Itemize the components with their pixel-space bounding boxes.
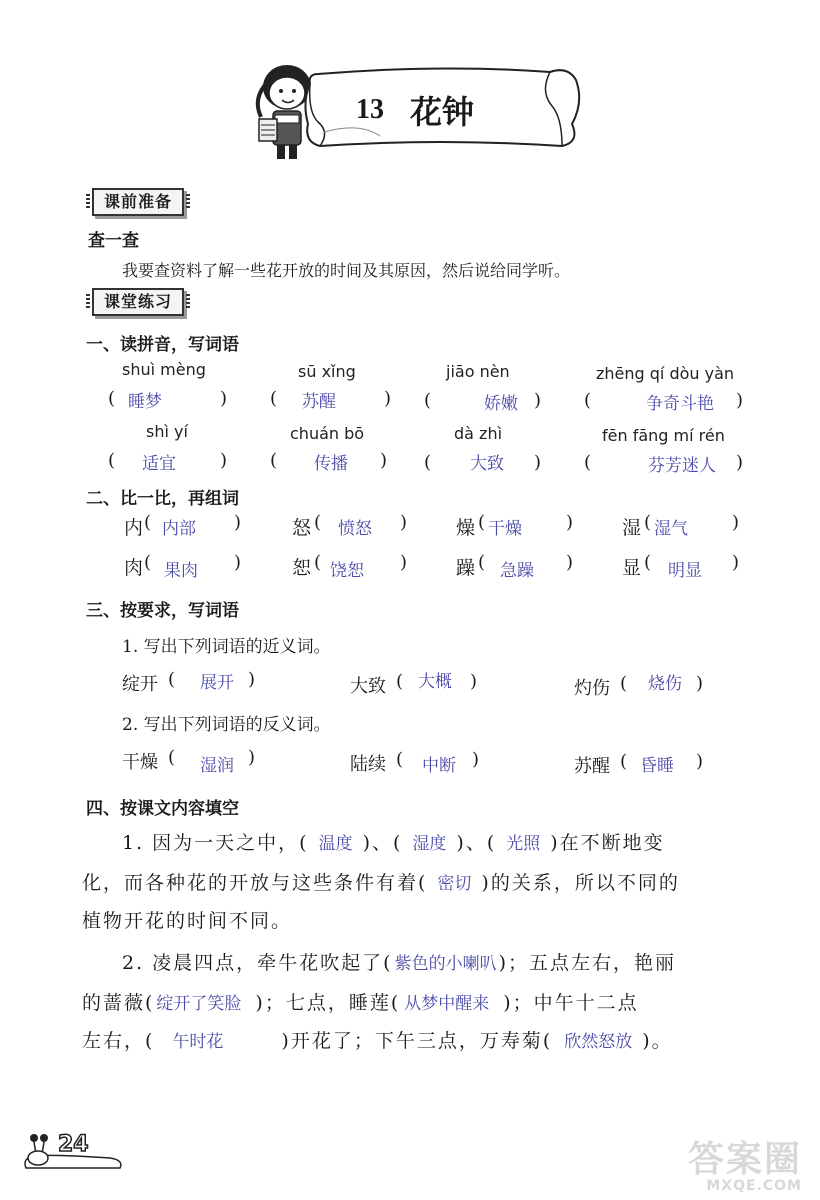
- lesson-title: [356, 86, 556, 134]
- q4-text: 的蔷薇(: [82, 992, 155, 1014]
- q4-text: )的关系，所以不同的: [481, 872, 680, 894]
- q4-text: 1. 因为一天之中，(: [122, 832, 309, 854]
- answer-bracket-open: (: [396, 749, 404, 770]
- q4-text: )。: [642, 1030, 673, 1052]
- answer-bracket-open: (: [644, 552, 652, 573]
- q1-answer: 苏醒: [302, 392, 336, 412]
- q4-answer: 湿度: [412, 834, 447, 854]
- q2-answer: 果肉: [164, 561, 198, 581]
- q1-pinyin: shì yí: [146, 422, 188, 441]
- q1-answer: 睡梦: [128, 392, 162, 412]
- answer-bracket-close: ): [380, 450, 388, 471]
- q2-char: 内: [124, 517, 144, 539]
- q4-p1-line3: 植物开花的时间不同。: [82, 910, 293, 932]
- answer-bracket-open: (: [144, 512, 152, 533]
- q4-answer: 绽开了笑脸: [156, 994, 242, 1014]
- q1-heading: 一、读拼音，写词语: [86, 335, 239, 355]
- q3-heading: 三、按要求，写词语: [86, 601, 239, 621]
- answer-bracket-close: ): [534, 452, 542, 473]
- q3-synonym-answer: 展开: [200, 673, 234, 693]
- section-tag-practice: 课堂练习: [92, 288, 184, 316]
- q2-char: 燥: [456, 517, 476, 539]
- q3-antonym-word: 苏醒: [574, 756, 610, 777]
- q4-answer: 午时花: [172, 1032, 224, 1052]
- lesson-number: 13: [356, 94, 384, 125]
- q2-answer: 饶恕: [330, 561, 364, 581]
- q1-pinyin: jiāo nèn: [446, 362, 510, 381]
- q2-answer: 干燥: [488, 519, 522, 539]
- q2-char: 怒: [292, 517, 312, 539]
- lesson-name: 花钟: [410, 93, 475, 131]
- q1-pinyin: sū xǐng: [298, 362, 356, 381]
- q4-text: )；七点，睡莲(: [255, 992, 401, 1014]
- answer-bracket-open: (: [270, 388, 278, 409]
- answer-bracket-close: ): [696, 751, 704, 772]
- q3-sub2: 2. 写出下列词语的反义词。: [122, 715, 331, 735]
- answer-bracket-open: (: [424, 390, 432, 411]
- answer-bracket-open: (: [144, 552, 152, 573]
- q4-text: )；五点左右，艳丽: [498, 952, 677, 974]
- q4-text: 左右，(: [82, 1030, 155, 1052]
- answer-bracket-close: ): [534, 390, 542, 411]
- q2-char: 肉: [124, 557, 144, 579]
- q4-p1-line2: [82, 868, 680, 895]
- q2-answer: 明显: [668, 561, 702, 581]
- q2-answer: 急躁: [500, 561, 534, 581]
- q1-pinyin: dà zhì: [454, 424, 503, 443]
- answer-bracket-close: ): [566, 512, 574, 533]
- q4-answer: 密切: [437, 874, 472, 894]
- q4-p1-line1: [122, 828, 665, 855]
- answer-bracket-close: ): [400, 512, 408, 533]
- answer-bracket-open: (: [644, 512, 652, 533]
- q3-synonym-answer: 大概: [418, 672, 452, 692]
- q3-sub1: 1. 写出下列词语的近义词。: [122, 637, 331, 657]
- q1-answer: 娇嫩: [484, 394, 518, 414]
- answer-bracket-close: ): [234, 512, 242, 533]
- q4-text: 化，而各种花的开放与这些条件有着(: [82, 872, 428, 894]
- section-tag-prep: 课前准备: [92, 188, 184, 216]
- q3-antonym-word: 干燥: [122, 752, 158, 773]
- check-heading: 查一查: [88, 231, 139, 251]
- answer-bracket-open: (: [478, 512, 486, 533]
- answer-bracket-open: (: [270, 450, 278, 471]
- q4-p2-line2: [82, 988, 639, 1015]
- q2-answer: 愤怒: [338, 519, 372, 539]
- q4-answer: 温度: [318, 834, 353, 854]
- answer-bracket-open: (: [168, 669, 176, 690]
- q4-answer: 欣然怒放: [564, 1032, 633, 1052]
- answer-bracket-close: ): [248, 669, 256, 690]
- q4-text: )开花了；下午三点，万寿菊(: [281, 1030, 553, 1052]
- answer-bracket-close: ): [400, 552, 408, 573]
- q1-answer: 传播: [314, 454, 348, 474]
- answer-bracket-close: ): [696, 673, 704, 694]
- q2-char: 恕: [292, 557, 312, 579]
- answer-bracket-close: ): [220, 388, 228, 409]
- answer-bracket-open: (: [478, 552, 486, 573]
- answer-bracket-open: (: [620, 751, 628, 772]
- answer-bracket-close: ): [736, 452, 744, 473]
- q3-synonym-word: 灼伤: [574, 678, 610, 699]
- answer-bracket-open: (: [584, 390, 592, 411]
- answer-bracket-close: ): [732, 512, 740, 533]
- answer-bracket-open: (: [584, 452, 592, 473]
- q2-heading: 二、比一比，再组词: [86, 489, 239, 509]
- answer-bracket-open: (: [424, 452, 432, 473]
- answer-bracket-open: (: [108, 388, 116, 409]
- answer-bracket-open: (: [168, 747, 176, 768]
- q3-antonym-answer: 湿润: [200, 756, 234, 776]
- q3-antonym-word: 陆续: [350, 754, 386, 775]
- q1-answer: 适宜: [142, 454, 176, 474]
- page-number: 24: [58, 1132, 89, 1157]
- watermark-logo: [688, 1131, 802, 1194]
- answer-bracket-close: ): [220, 450, 228, 471]
- answer-bracket-close: ): [472, 749, 480, 770]
- check-instruction: 我要查资料了解一些花开放的时间及其原因，然后说给同学听。: [122, 261, 571, 280]
- answer-bracket-open: (: [108, 450, 116, 471]
- q4-answer: 紫色的小喇叭: [394, 954, 497, 974]
- watermark-main: 答案圈: [687, 1139, 802, 1180]
- answer-bracket-open: (: [314, 552, 322, 573]
- q2-char: 湿: [622, 517, 642, 539]
- q2-char: 显: [622, 557, 642, 579]
- answer-bracket-open: (: [620, 673, 628, 694]
- q1-pinyin: fēn fāng mí rén: [602, 426, 725, 445]
- q2-char: 躁: [456, 557, 476, 579]
- q2-answer: 湿气: [654, 519, 688, 539]
- q4-text: )；中午十二点: [503, 992, 639, 1014]
- answer-bracket-close: ): [248, 747, 256, 768]
- answer-bracket-close: ): [234, 552, 242, 573]
- answer-bracket-close: ): [384, 388, 392, 409]
- q1-answer: 争奇斗艳: [646, 394, 714, 414]
- answer-bracket-close: ): [732, 552, 740, 573]
- q4-p2-line1: [122, 948, 676, 975]
- q4-answer: 光照: [506, 834, 541, 854]
- q1-answer: 大致: [470, 454, 504, 474]
- q3-synonym-word: 大致: [350, 676, 386, 697]
- q1-pinyin: chuán bō: [290, 424, 365, 443]
- q4-heading: 四、按课文内容填空: [86, 799, 239, 819]
- q3-antonym-answer: 昏睡: [640, 756, 674, 776]
- watermark-sub: MXQE.COM: [706, 1178, 802, 1194]
- answer-bracket-close: ): [470, 671, 478, 692]
- q4-p2-line3: [82, 1026, 673, 1053]
- q3-antonym-answer: 中断: [422, 756, 456, 776]
- q4-text: 2. 凌晨四点，牵牛花吹起了(: [122, 952, 393, 974]
- q1-pinyin: zhēng qí dòu yàn: [596, 364, 735, 383]
- q4-text: )、(: [362, 832, 403, 854]
- answer-bracket-open: (: [396, 671, 404, 692]
- q4-text: )、(: [456, 832, 497, 854]
- answer-bracket-open: (: [314, 512, 322, 533]
- q2-answer: 内部: [162, 519, 196, 539]
- q4-answer: 从梦中醒来: [404, 994, 490, 1014]
- q3-synonym-word: 绽开: [122, 674, 158, 695]
- q4-text: )在不断地变: [550, 832, 665, 854]
- answer-bracket-close: ): [566, 552, 574, 573]
- answer-bracket-close: ): [736, 390, 744, 411]
- q1-pinyin: shuì mèng: [122, 360, 206, 379]
- q1-answer: 芬芳迷人: [648, 456, 716, 476]
- q3-synonym-answer: 烧伤: [648, 674, 682, 694]
